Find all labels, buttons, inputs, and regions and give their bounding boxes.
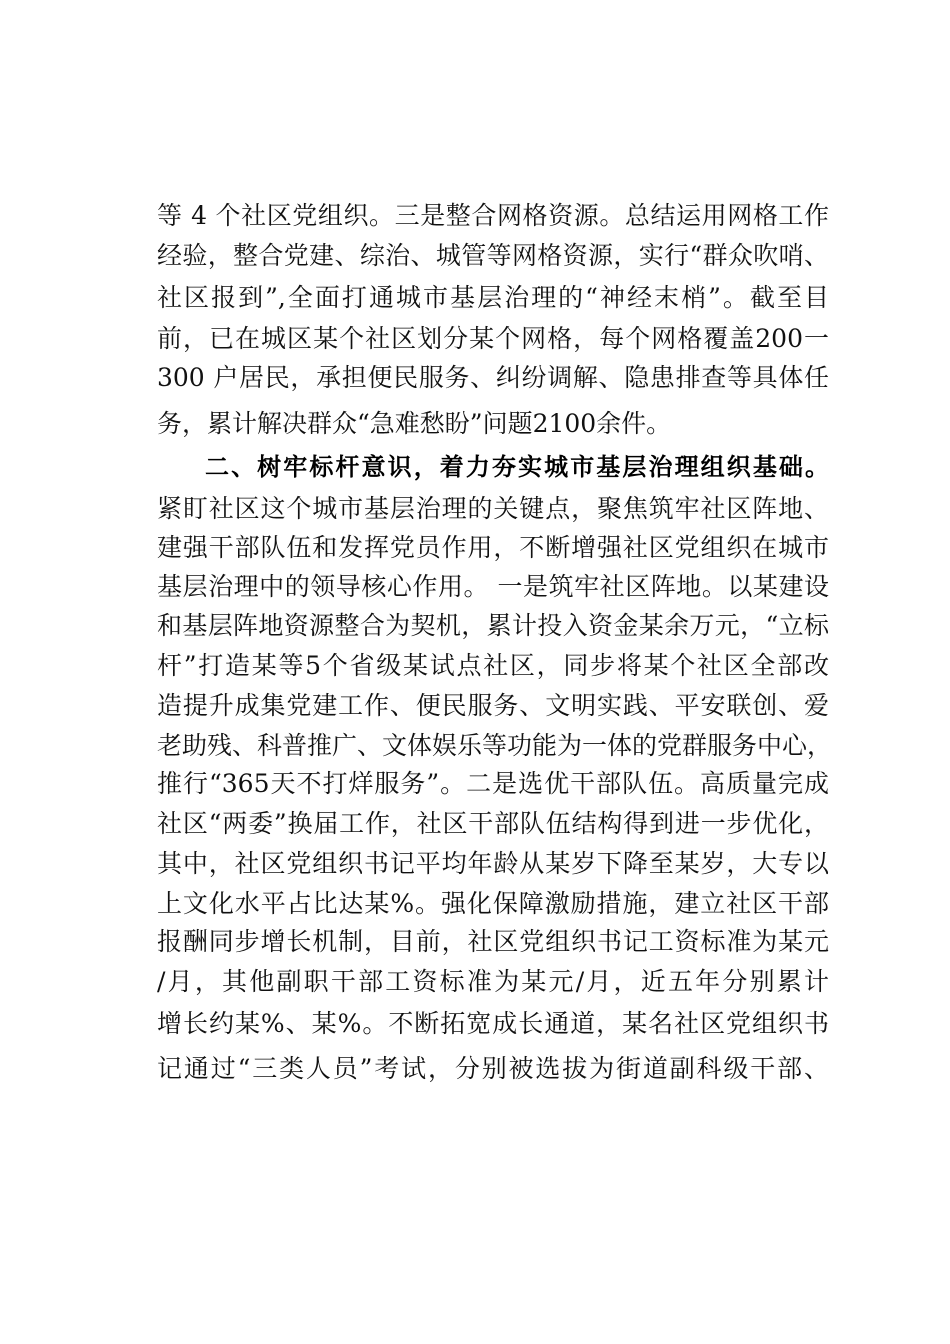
paragraph2-line-6: 造提升成集党建工作、便民服务、文明实践、平安联创、爱 (157, 691, 829, 720)
paragraph2-line-8: 推行“365天不打烊服务”。二是选优干部队伍。高质量完成 (157, 769, 829, 798)
paragraph1-line-4: 前，已在城区某个社区划分某个网格，每个网格覆盖200一 (157, 324, 829, 353)
paragraph1-line-5: 300 户居民，承担便民服务、纠纷调解、隐患排查等具体任 (157, 363, 829, 392)
paragraph2-line-13: /月，其他副职干部工资标准为某元/月，近五年分别累计 (157, 967, 829, 996)
paragraph1-line-1: 等 4 个社区党组织。三是整合网格资源。总结运用网格工作 (157, 201, 829, 230)
paragraph1-line-6: 务，累计解决群众“急难愁盼”问题2100余件。 (157, 409, 672, 438)
paragraph2-line-11: 上文化水平占比达某%。强化保障激励措施，建立社区干部 (157, 889, 829, 918)
paragraph2-line-15: 记通过“三类人员”考试，分别被选拔为街道副科级干部、 (157, 1054, 829, 1083)
paragraph2-line-12: 报酬同步增长机制，目前，社区党组织书记工资标准为某元 (157, 927, 829, 956)
paragraph2-line-3: 基层治理中的领导核心作用。 一是筑牢社区阵地。以某建设 (157, 572, 829, 601)
section-heading: 二、树牢标杆意识，着力夯实城市基层治理组织基础。 (205, 453, 829, 481)
paragraph1-line-2: 经验，整合党建、综治、城管等网格资源，实行“群众吹哨、 (157, 241, 829, 270)
paragraph2-line-2: 建强干部队伍和发挥党员作用，不断增强社区党组织在城市 (157, 533, 829, 562)
paragraph1-line-3: 社区报到”,全面打通城市基层治理的“神经末梢”。截至目 (157, 283, 829, 312)
paragraph2-line-9: 社区“两委”换届工作，社区干部队伍结构得到进一步优化， (157, 809, 829, 838)
paragraph2-line-1: 紧盯社区这个城市基层治理的关键点，聚焦筑牢社区阵地、 (157, 494, 829, 523)
paragraph2-line-10: 其中，社区党组织书记平均年龄从某岁下降至某岁，大专以 (157, 849, 829, 878)
paragraph2-line-7: 老助残、科普推广、文体娱乐等功能为一体的党群服务中心， (157, 731, 833, 760)
paragraph2-line-4: 和基层阵地资源整合为契机，累计投入资金某余万元，“立标 (157, 611, 829, 640)
paragraph2-line-14: 增长约某%、某%。不断拓宽成长通道，某名社区党组织书 (157, 1009, 829, 1038)
paragraph2-line-5: 杆”打造某等5个省级某试点社区，同步将某个社区全部改 (157, 651, 829, 680)
